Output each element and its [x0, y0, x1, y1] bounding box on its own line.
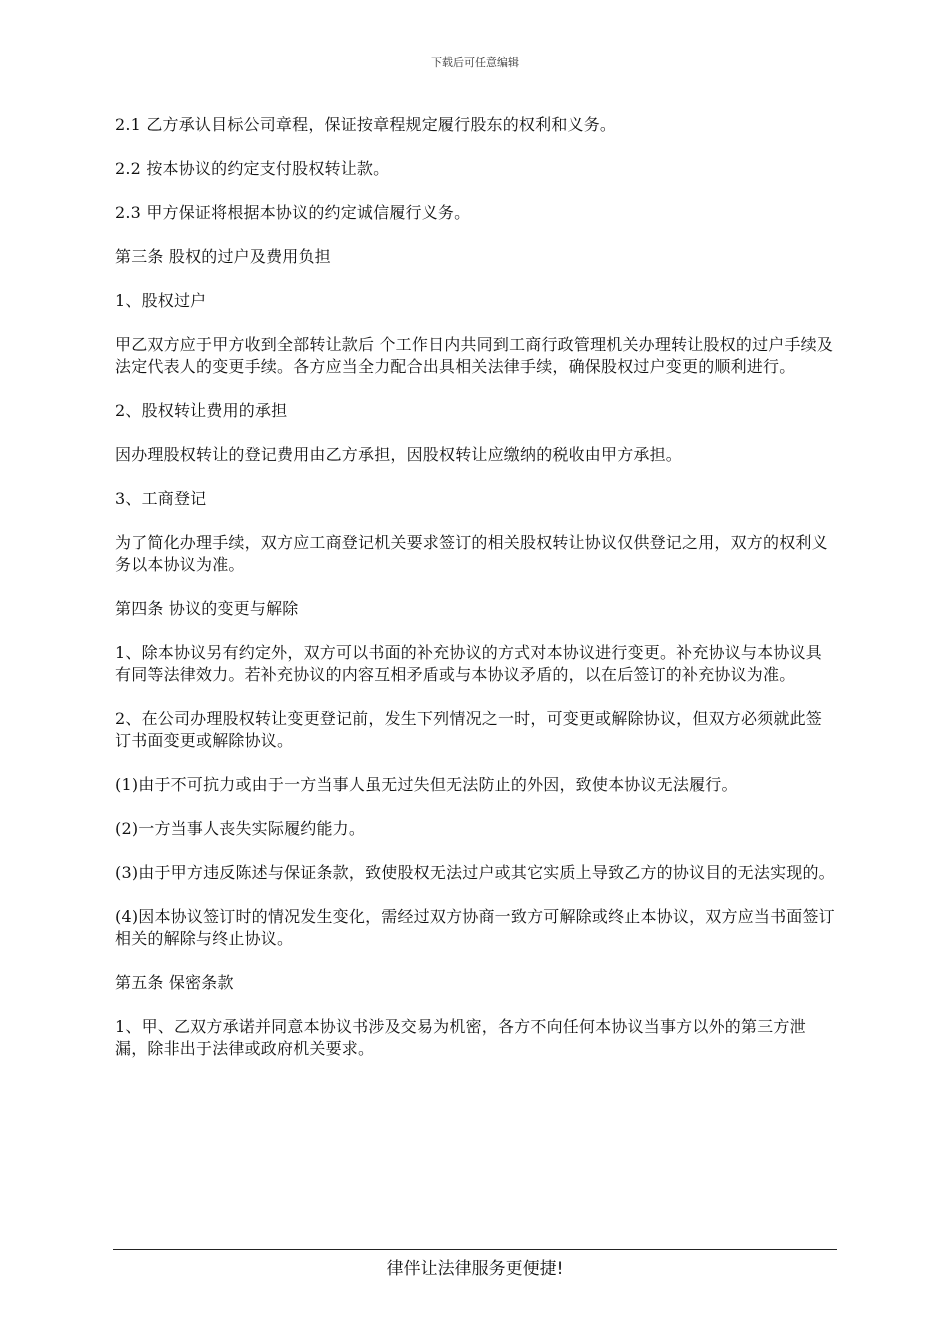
section-heading: 1、股权过户: [115, 291, 207, 310]
list-item: (4)因本协议签订时的情况发生变化，需经过双方协商一致方可解除或终止本协议，双方应当书面签订相关的解除与终止协议。: [115, 907, 835, 948]
paragraph: 2、在公司办理股权转让变更登记前，发生下列情况之一时，可变更或解除协议，但双方必须就此签订书面变更或解除协议。: [115, 709, 822, 750]
article-4-heading: 第四条 协议的变更与解除: [115, 599, 299, 618]
list-item: (2)一方当事人丧失实际履约能力。: [115, 819, 366, 838]
clause-2-2: 2.2 按本协议的约定支付股权转让款。: [115, 159, 390, 178]
paragraph: 为了简化办理手续，双方应工商登记机关要求签订的相关股权转让协议仅供登记之用，双方的权利义务以本协议为准。: [115, 533, 828, 574]
document-body: [115, 114, 837, 1082]
list-item: (1)由于不可抗力或由于一方当事人虽无过失但无法防止的外因，致使本协议无法履行。: [115, 775, 738, 794]
article-3-heading: 第三条 股权的过户及费用负担: [115, 247, 331, 266]
list-item: (3)由于甲方违反陈述与保证条款，致使股权无法过户或其它实质上导致乙方的协议目的无法实现的。: [115, 863, 835, 882]
clause-2-3: 2.3 甲方保证将根据本协议的约定诚信履行义务。: [115, 203, 471, 222]
clause-2-1: 2.1 乙方承认目标公司章程，保证按章程规定履行股东的权利和义务。: [115, 115, 617, 134]
section-heading: 2、股权转让费用的承担: [115, 401, 288, 420]
section-heading: 3、工商登记: [115, 489, 207, 508]
footer-divider: [113, 1249, 837, 1250]
paragraph: 因办理股权转让的登记费用由乙方承担，因股权转让应缴纳的税收由甲方承担。: [115, 445, 683, 464]
article-5-heading: 第五条 保密条款: [115, 973, 234, 992]
paragraph: 甲乙双方应于甲方收到全部转让款后 个工作日内共同到工商行政管理机关办理转让股权的过户手续及法定代表人的变更手续。各方应当全力配合出具相关法律手续，确保股权过户变更的顺利进行。: [115, 335, 834, 376]
footer-slogan: 律伴让法律服务更便捷!: [386, 1259, 564, 1279]
paragraph: 1、除本协议另有约定外，双方可以书面的补充协议的方式对本协议进行变更。补充协议与本协议具有同等法律效力。若补充协议的内容互相矛盾或与本协议矛盾的，以在后签订的补充协议为准。: [115, 643, 822, 684]
paragraph: 1、甲、乙双方承诺并同意本协议书涉及交易为机密，各方不向任何本协议当事方以外的第三方泄漏，除非出于法律或政府机关要求。: [115, 1017, 806, 1058]
page-header: 下载后可任意编辑: [431, 56, 519, 69]
